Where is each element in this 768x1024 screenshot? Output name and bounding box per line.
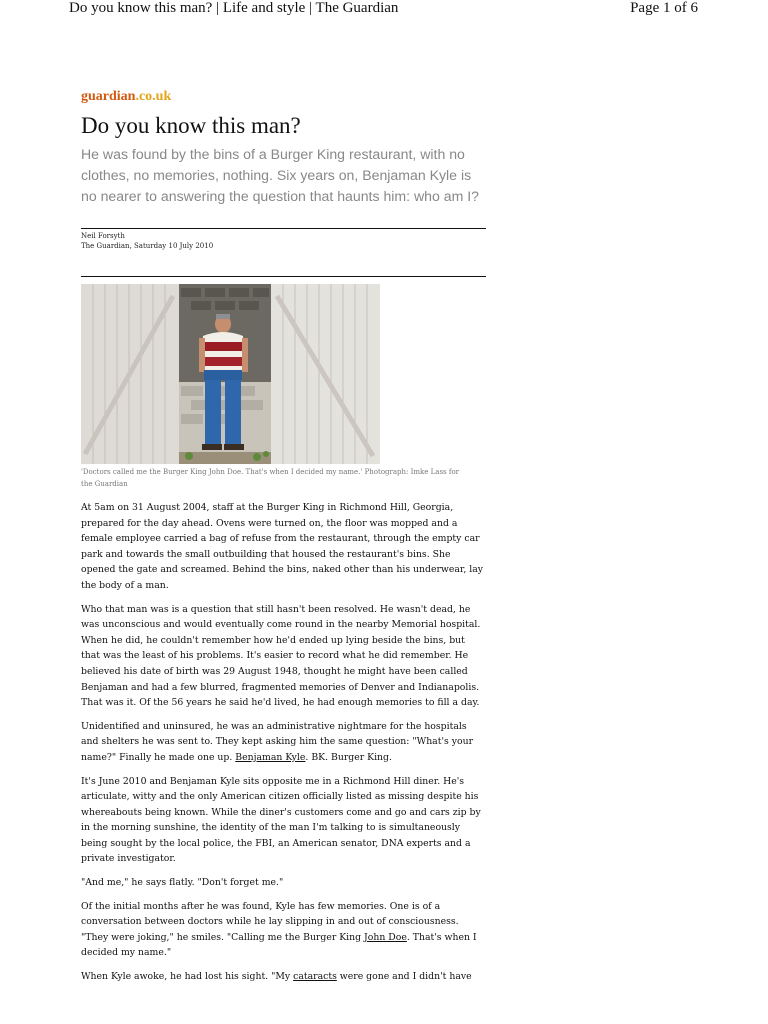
body-paragraph — [81, 969, 486, 985]
paragraph-text: were gone and I didn't have — [336, 971, 472, 983]
article-headline: Do you know this man? — [81, 113, 301, 138]
logo-name: guardian — [81, 89, 136, 104]
body-paragraph: It's June 2010 and Benjaman Kyle sits opposite me in a Richmond Hill diner. He's articulate, witty and the only American citizen officially listed as missing despite his whereabouts being known. While the diner's customers come and go and cars zip by in the morning sunshine, the identity of the man I'm talking to is simultaneously being sought by the local police, the FBI, an American senator, DNA experts and a private investigator. — [81, 775, 481, 865]
body-paragraph: At 5am on 31 August 2004, staff at the Burger King in Richmond Hill, Georgia, prepared for the day ahead. Ovens were turned on, the floor was mopped and a female employee carried a bag of refuse from the restaurant, through the empty car park and towards the small outbuilding that housed the restaurant's bins. She opened the gate and screamed. Behind the bins, naked other than his underwear, lay the body of a man. — [81, 502, 484, 591]
page-indicator: Page 1 of 6 — [630, 0, 698, 16]
article-photo — [81, 284, 380, 464]
paragraph-text: When Kyle awoke, he had lost his sight. "My — [81, 971, 294, 983]
byline-top-divider — [81, 228, 486, 229]
byline-author: Neil Forsyth — [81, 232, 125, 240]
pdf-page-header — [69, 0, 698, 20]
document-title: Do you know this man? | Life and style | The Guardian — [69, 0, 399, 16]
body-paragraph — [81, 719, 486, 766]
body-paragraph: "And me," he says flatly. "Don't forget me." — [81, 877, 284, 889]
body-paragraph: Who that man was is a question that still hasn't been resolved. He wasn't dead, he was unconscious and would eventually come round in the nearby Memorial hospital. When he did, he couldn't remember how he'd ended up lying beside the bins, but that was the least of his problems. It's easier to record what he did remember. He believed his date of birth was 29 August 1948, thought he might have been called Benjaman and had a few blurred, fragmented memories of Denver and Indianapolis. That was it. Of the 56 years he said he'd lived, he had enough memories to fill a day. — [81, 603, 481, 709]
article-standfirst: He was found by the bins of a Burger King restaurant, with no clothes, no memories, nothing. Six years on, Benjaman Kyle is no nearer to answering the question that haunts him: who am I? — [81, 146, 479, 204]
paragraph-text: Of the initial months after he was found, Kyle has few memories. One is of a conversation between doctors while he lay slipping in and out of consciousness. "They were joking," he smiles. "Calling me the Burger King — [81, 900, 459, 943]
body-paragraph — [81, 899, 486, 961]
link-benjaman-kyle[interactable]: Benjaman Kyle — [235, 751, 306, 763]
byline-bottom-divider — [81, 276, 486, 277]
photo-caption: 'Doctors called me the Burger King John Doe. That's when I decided my name.' Photograph: Imke Lass for the Guardian — [81, 468, 459, 488]
link-cataracts[interactable]: cataracts — [293, 971, 337, 983]
article-body — [81, 500, 486, 985]
byline-publication: The Guardian, Saturday 10 July 2010 — [81, 242, 214, 250]
paragraph-text: . That's when I decided my name." — [81, 931, 477, 959]
link-john-doe[interactable]: John Doe — [364, 931, 407, 943]
article — [81, 88, 486, 993]
guardian-logo[interactable] — [81, 88, 486, 106]
logo-domain: .co.uk — [135, 89, 172, 104]
paragraph-text: . BK. Burger King. — [305, 751, 392, 763]
paragraph-text: Unidentified and uninsured, he was an administrative nightmare for the hospitals and shelters he was sent to. They kept asking him the same question: "What's your name?" Finally he made one up. — [81, 720, 474, 763]
byline — [81, 231, 486, 251]
